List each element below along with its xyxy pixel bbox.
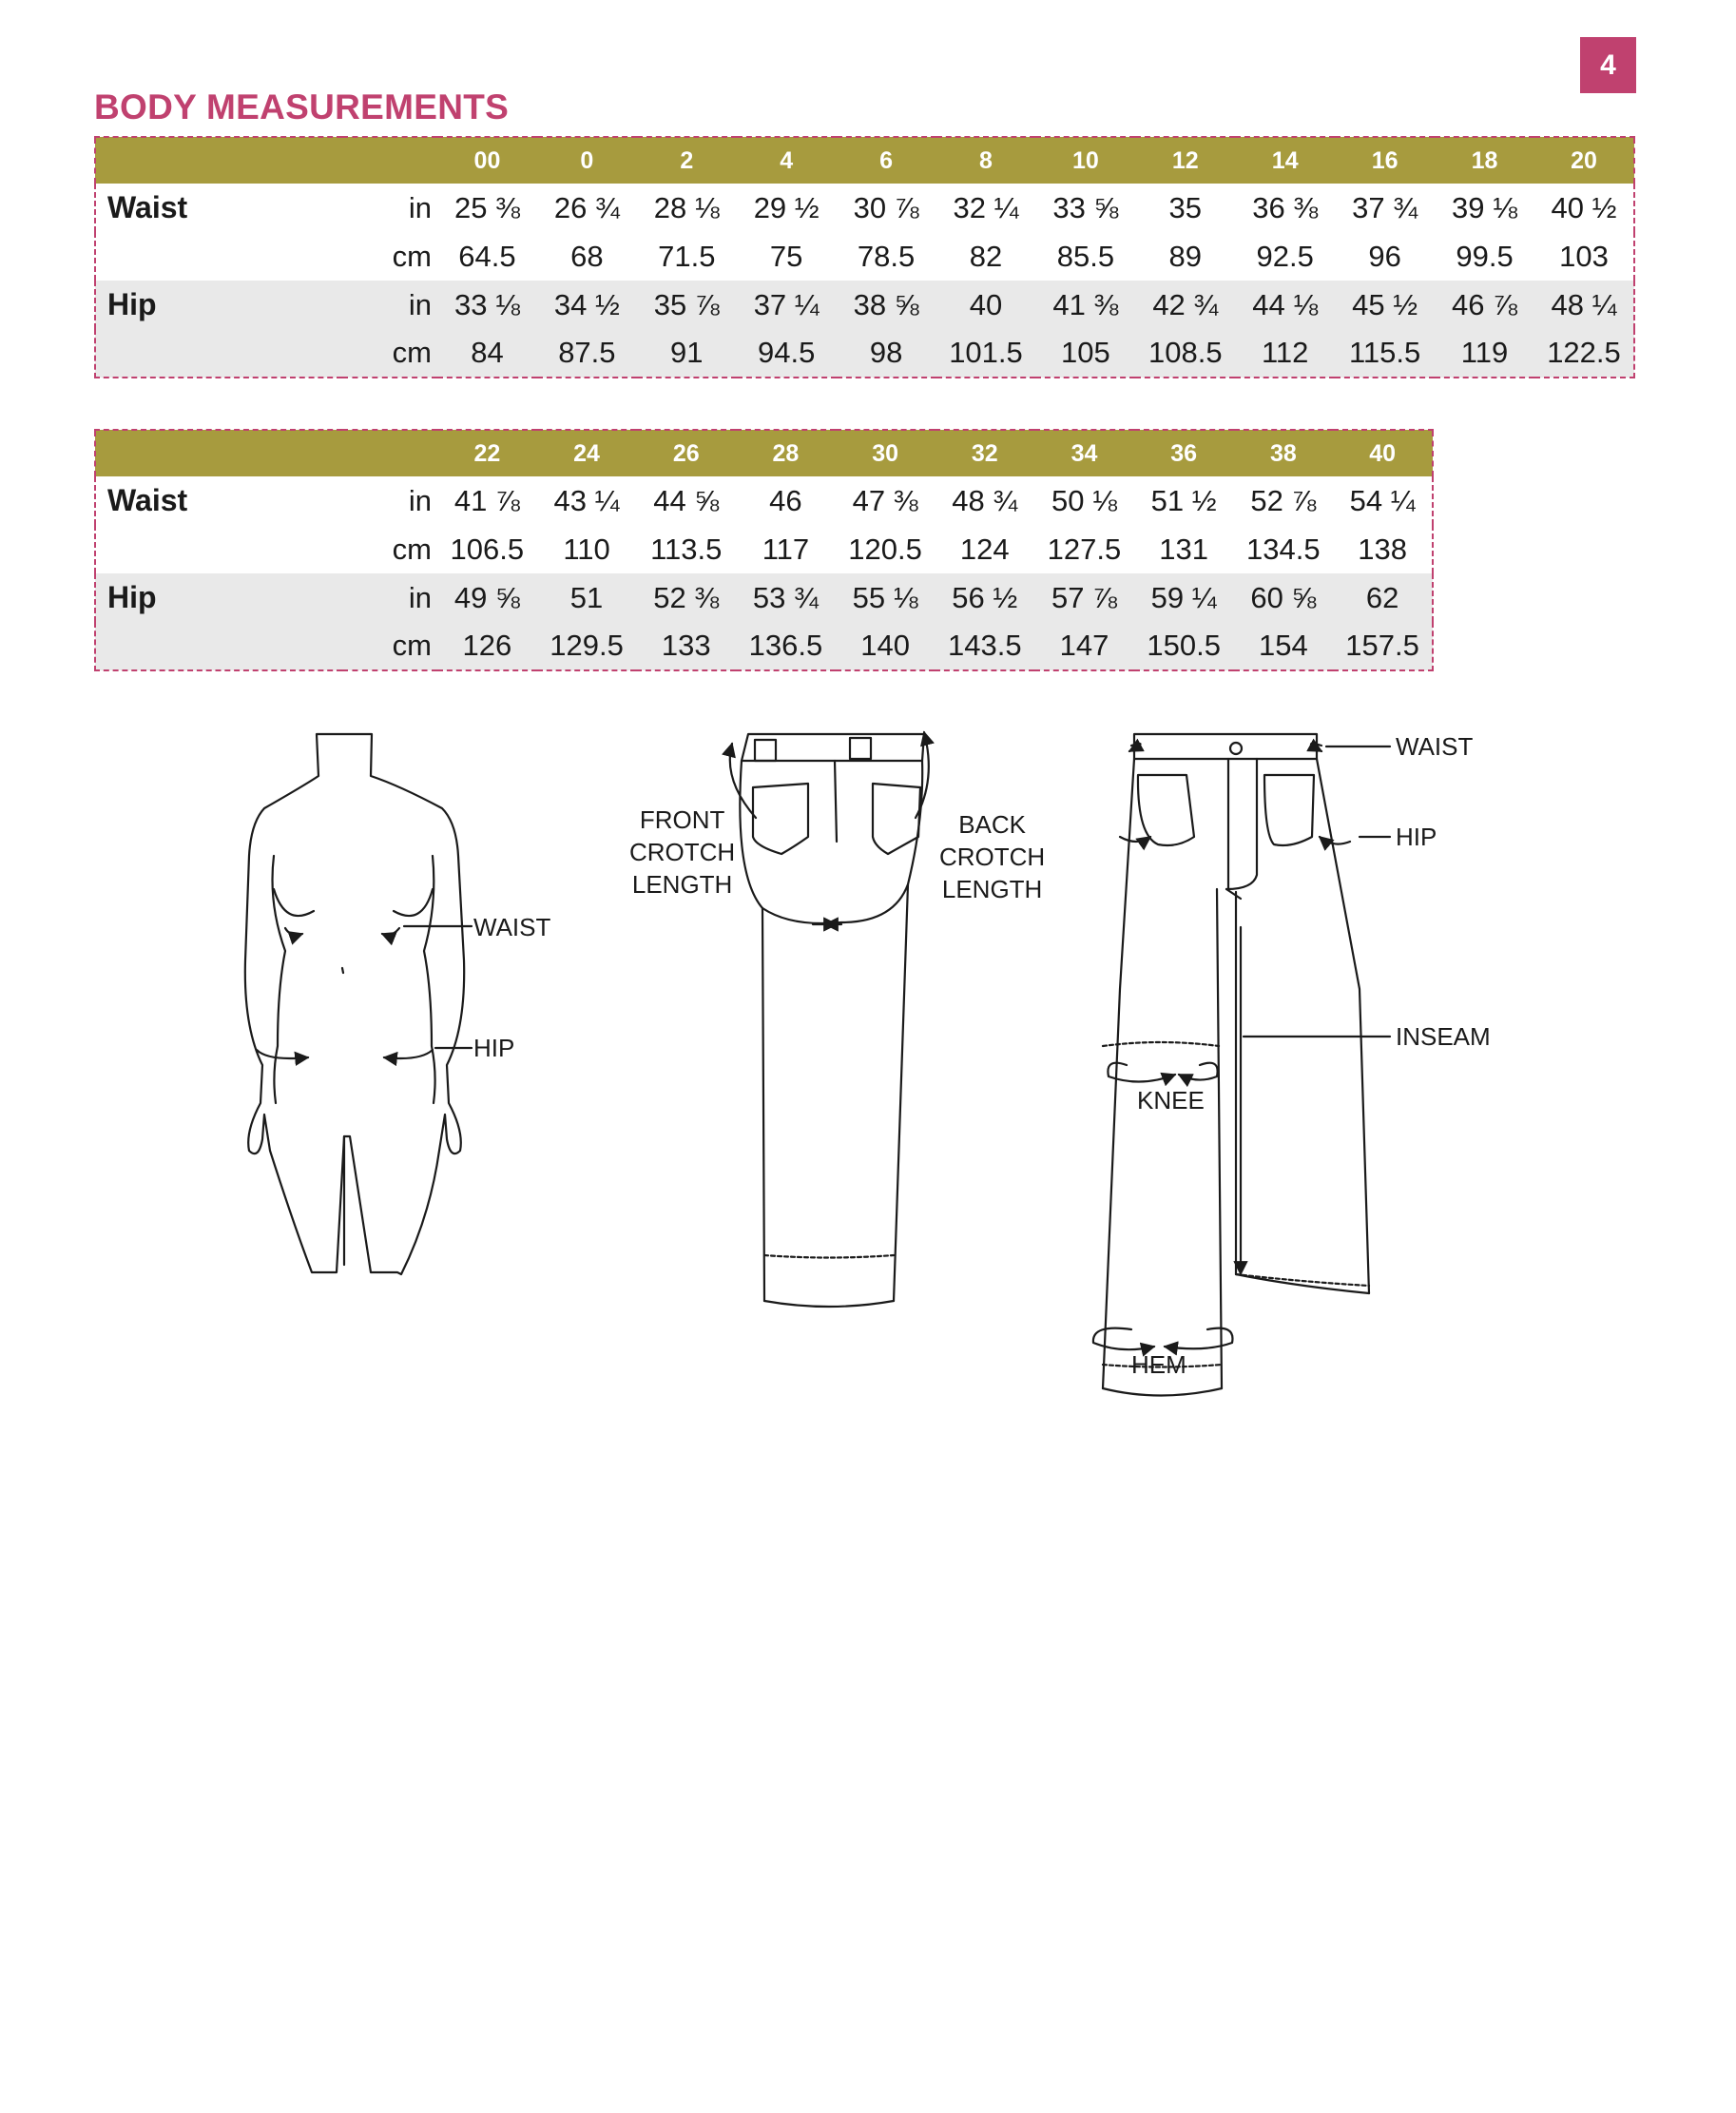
size-header: 40 — [1333, 430, 1433, 476]
table-cell: 115.5 — [1348, 336, 1421, 369]
waist-in-row — [95, 184, 1634, 232]
hip-cm-row — [95, 329, 1634, 378]
table-cell: 147 — [1059, 629, 1109, 662]
front-crotch-line: CROTCH — [629, 838, 736, 866]
size-header: 20 — [1534, 137, 1634, 184]
table-cell: 110 — [563, 532, 610, 566]
size-header: 0 — [537, 137, 637, 184]
size-header: 18 — [1435, 137, 1534, 184]
waist-cm-row — [95, 232, 1634, 281]
size-header: 10 — [1035, 137, 1135, 184]
table-cell: 51 ½ — [1150, 483, 1217, 517]
table-cell: 119 — [1460, 336, 1509, 369]
table-cell: 44 ⅛ — [1252, 287, 1319, 321]
table-cell: 48 ¾ — [952, 483, 1018, 517]
back-crotch-line: CROTCH — [939, 843, 1046, 871]
unit-label: in — [408, 483, 432, 517]
unit-label: cm — [392, 336, 432, 369]
front-pants-figure — [1093, 734, 1390, 1396]
table-cell: 84 — [471, 336, 504, 369]
table-cell: 64.5 — [458, 239, 516, 273]
hip-in-row — [95, 281, 1634, 329]
table-cell: 91 — [670, 336, 704, 369]
unit-label: in — [408, 580, 432, 614]
size-header: 00 — [437, 137, 537, 184]
size-header: 6 — [837, 137, 936, 184]
size-header: 36 — [1134, 430, 1234, 476]
size-header-row — [95, 137, 1634, 184]
table-cell: 68 — [570, 239, 604, 273]
table-cell: 39 ⅛ — [1452, 190, 1517, 224]
table-cell: 49 ⅝ — [453, 580, 520, 614]
body-hip-label: HIP — [473, 1034, 515, 1062]
body-measurement-arrows — [257, 926, 472, 1058]
table-cell: 87.5 — [558, 336, 616, 369]
table-cell: 33 ⅝ — [1052, 190, 1119, 224]
hip-cm-row — [95, 622, 1433, 670]
table-cell: 140 — [860, 629, 910, 662]
table-cell: 106.5 — [450, 532, 525, 566]
header-unit-blank — [342, 430, 437, 476]
table-cell: 105 — [1061, 336, 1110, 369]
size-header: 32 — [935, 430, 1034, 476]
body-figure — [245, 734, 464, 1274]
size-header: 28 — [736, 430, 836, 476]
pant-waist-label: WAIST — [1396, 732, 1474, 761]
size-table-2 — [94, 429, 1434, 671]
table-cell: 43 ¼ — [553, 483, 620, 517]
table-cell: 52 ⅞ — [1250, 483, 1317, 517]
measurement-name: Waist — [107, 190, 188, 224]
table-cell: 56 ½ — [952, 580, 1018, 614]
page-number: 4 — [1580, 37, 1636, 93]
table-cell: 33 ⅛ — [453, 287, 520, 321]
table-cell: 46 — [769, 483, 802, 517]
header-unit-blank — [342, 137, 437, 184]
size-header: 4 — [737, 137, 837, 184]
inseam-label: INSEAM — [1396, 1022, 1491, 1051]
size-header: 12 — [1135, 137, 1235, 184]
table-cell: 62 — [1365, 580, 1399, 614]
body-waist-label: WAIST — [473, 913, 551, 941]
table-cell: 25 ⅜ — [453, 190, 520, 224]
size-header: 26 — [636, 430, 736, 476]
table-cell: 36 ⅜ — [1252, 190, 1319, 224]
table-cell: 98 — [869, 336, 903, 369]
measurement-name — [95, 329, 342, 378]
table-cell: 46 ⅞ — [1452, 287, 1517, 321]
hip-in-row — [95, 573, 1433, 622]
table-cell: 38 ⅝ — [853, 287, 919, 321]
table-cell: 85.5 — [1056, 239, 1115, 273]
table-cell: 41 ⅜ — [1052, 287, 1119, 321]
table-cell: 26 ¾ — [553, 190, 620, 224]
table-cell: 117 — [762, 532, 810, 566]
measurement-name — [95, 622, 342, 670]
size-header: 24 — [537, 430, 637, 476]
size-header: 2 — [637, 137, 737, 184]
table-cell: 124 — [959, 532, 1010, 566]
front-crotch-line: LENGTH — [631, 870, 733, 899]
table-cell: 134.5 — [1246, 532, 1321, 566]
table-cell: 44 ⅝ — [653, 483, 720, 517]
table-cell: 122.5 — [1547, 336, 1621, 369]
table-cell: 50 ⅛ — [1051, 483, 1117, 517]
table-cell: 112 — [1261, 336, 1309, 369]
back-pants-figure — [730, 732, 929, 1307]
pant-hip-label: HIP — [1396, 823, 1437, 851]
measurement-name: Hip — [107, 580, 157, 614]
size-header: 22 — [437, 430, 537, 476]
unit-label: in — [408, 190, 432, 224]
table-cell: 41 ⅞ — [453, 483, 520, 517]
back-crotch-line: BACK — [958, 810, 1027, 839]
table-cell: 37 ¼ — [753, 287, 820, 321]
size-header: 38 — [1234, 430, 1334, 476]
table-cell: 52 ⅜ — [653, 580, 720, 614]
table-cell: 34 ½ — [553, 287, 620, 321]
table-cell: 101.5 — [949, 336, 1023, 369]
table-cell: 51 — [569, 580, 604, 614]
table-cell: 78.5 — [857, 239, 916, 273]
table-cell: 127.5 — [1047, 532, 1122, 566]
table-cell: 131 — [1159, 532, 1209, 566]
table-cell: 92.5 — [1256, 239, 1314, 273]
table-cell: 133 — [661, 629, 711, 662]
header-blank — [95, 137, 342, 184]
table-cell: 57 ⅞ — [1051, 580, 1117, 614]
table-cell: 126 — [462, 629, 512, 662]
measurement-name: Waist — [107, 483, 188, 517]
table-cell: 82 — [969, 239, 1003, 273]
table-cell: 30 ⅞ — [853, 190, 919, 224]
unit-label: cm — [392, 239, 432, 273]
unit-label: in — [408, 287, 432, 321]
size-header-row — [95, 430, 1433, 476]
table-cell: 96 — [1368, 239, 1401, 273]
table-cell: 42 ¾ — [1152, 287, 1219, 321]
table-cell: 120.5 — [848, 532, 922, 566]
size-header: 8 — [936, 137, 1036, 184]
table-cell: 150.5 — [1147, 629, 1221, 662]
table-cell: 71.5 — [658, 239, 716, 273]
table-cell: 129.5 — [550, 629, 624, 662]
table-cell: 45 ½ — [1352, 287, 1418, 321]
measurement-illustrations — [0, 704, 1736, 1407]
back-crotch-label — [939, 808, 1045, 905]
unit-label: cm — [392, 532, 432, 566]
table-cell: 29 ½ — [753, 190, 820, 224]
size-table-1 — [94, 136, 1635, 378]
size-header: 30 — [836, 430, 936, 476]
size-header: 16 — [1335, 137, 1435, 184]
measurement-name — [95, 525, 342, 573]
table-cell: 103 — [1559, 239, 1609, 273]
back-crotch-line: LENGTH — [941, 875, 1043, 903]
table-cell: 48 ¼ — [1551, 287, 1617, 321]
table-cell: 113.5 — [650, 532, 723, 566]
table-cell: 40 — [969, 287, 1003, 321]
table-cell: 47 ⅜ — [852, 483, 918, 517]
table-cell: 138 — [1358, 532, 1407, 566]
waist-cm-row — [95, 525, 1433, 573]
table-cell: 35 — [1168, 190, 1203, 224]
measurement-name: Hip — [107, 287, 157, 321]
measurement-name — [95, 232, 342, 281]
knee-label: KNEE — [1137, 1086, 1205, 1115]
table-cell: 75 — [769, 239, 803, 273]
table-cell: 35 ⅞ — [653, 287, 720, 321]
table-cell: 28 ⅛ — [653, 190, 720, 224]
table-cell: 55 ⅛ — [852, 580, 918, 614]
front-crotch-label — [629, 804, 735, 901]
table-cell: 143.5 — [947, 629, 1022, 662]
table-cell: 157.5 — [1345, 629, 1419, 662]
table-cell: 136.5 — [748, 629, 823, 662]
unit-label: cm — [392, 629, 432, 662]
waist-in-row — [95, 476, 1433, 525]
table-cell: 60 ⅝ — [1250, 580, 1317, 614]
table-cell: 37 ¾ — [1352, 190, 1418, 224]
front-crotch-line: FRONT — [639, 805, 725, 834]
table-cell: 53 ¾ — [752, 580, 819, 614]
table-cell: 154 — [1258, 629, 1308, 662]
table-cell: 40 ½ — [1551, 190, 1617, 224]
table-cell: 108.5 — [1148, 336, 1223, 369]
table-cell: 32 ¼ — [953, 190, 1019, 224]
table-cell: 59 ¼ — [1150, 580, 1217, 614]
page-title: BODY MEASUREMENTS — [94, 87, 510, 126]
size-header: 34 — [1034, 430, 1134, 476]
size-header: 14 — [1235, 137, 1335, 184]
header-blank — [95, 430, 342, 476]
table-cell: 89 — [1168, 239, 1203, 273]
table-cell: 99.5 — [1456, 239, 1514, 273]
hem-label: HEM — [1131, 1350, 1186, 1379]
table-cell: 54 ¼ — [1349, 483, 1416, 517]
table-cell: 94.5 — [758, 336, 816, 369]
